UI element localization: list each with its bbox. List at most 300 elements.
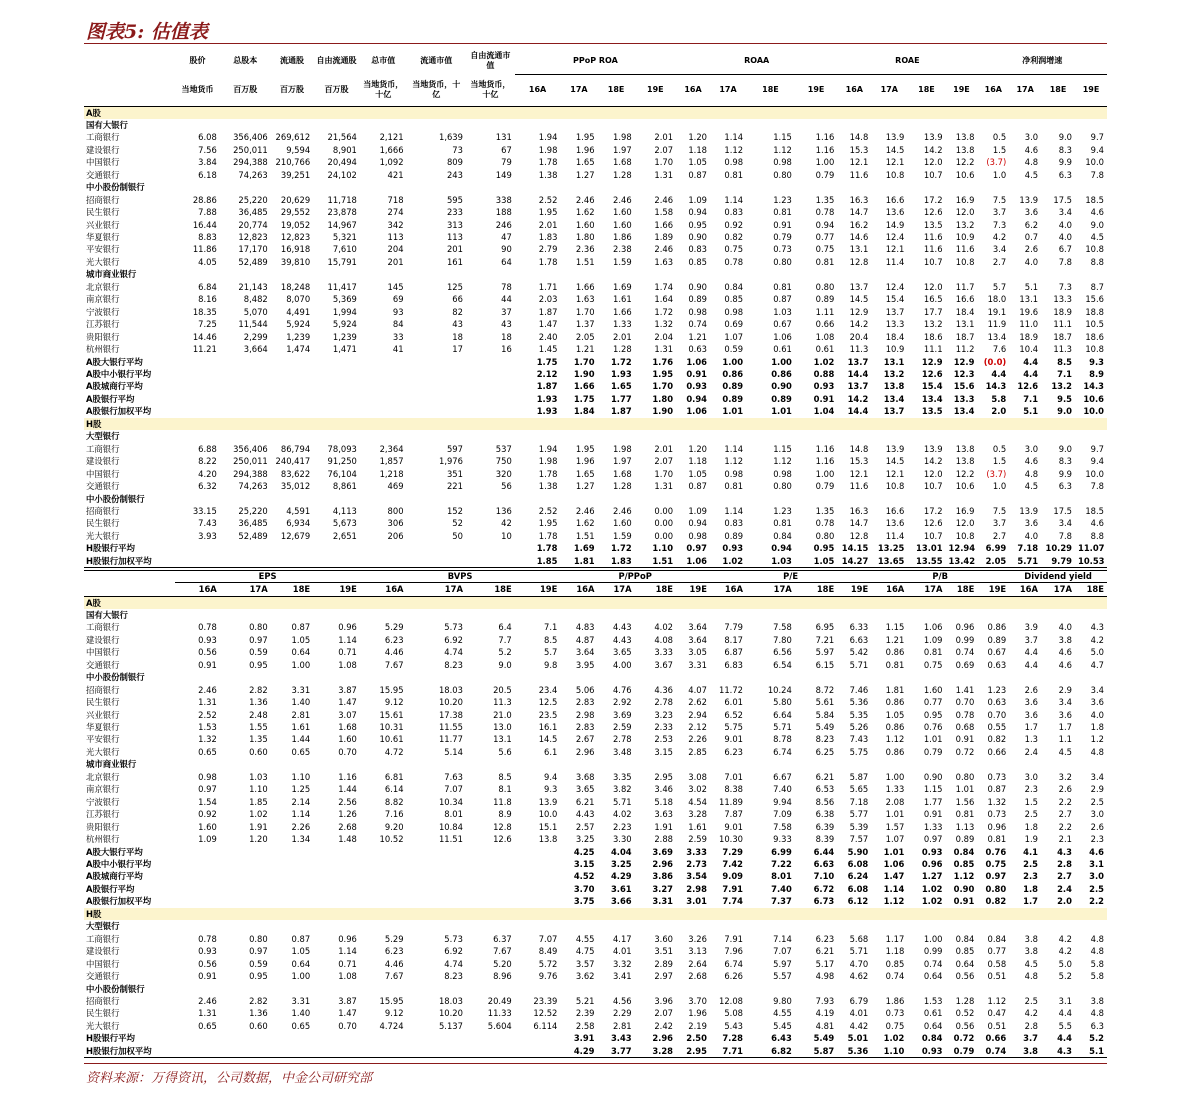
data-cell: 1.53 xyxy=(198,722,217,733)
data-cell: 1.90 xyxy=(573,369,595,380)
data-cell: 9.12 xyxy=(384,1008,404,1019)
row-label: A股中小银行平均 xyxy=(86,369,152,380)
data-cell: 1.84 xyxy=(573,406,595,417)
data-cell: 23.39 xyxy=(533,996,558,1006)
data-cell: 0.80 xyxy=(985,883,1007,894)
data-cell xyxy=(407,846,466,858)
group-label: 大型银行 xyxy=(86,921,120,932)
data-cell: 47 xyxy=(501,232,512,243)
data-cell: 13.9 xyxy=(885,132,905,143)
data-cell: 7.58 xyxy=(773,821,792,832)
data-cell: 13.55 xyxy=(907,555,945,568)
data-cell: 2.1 xyxy=(1058,834,1072,845)
data-cell: 1.28 xyxy=(955,996,975,1006)
data-cell: 10.0 xyxy=(1085,157,1104,168)
data-cell: 2.0 xyxy=(1057,896,1072,907)
data-cell xyxy=(175,870,220,882)
data-cell: 12.52 xyxy=(533,1008,558,1019)
data-cell: 7.1 xyxy=(544,622,558,633)
data-cell: 2.01 xyxy=(654,443,674,454)
data-cell: 11.07 xyxy=(1078,543,1105,554)
data-cell: 3.23 xyxy=(654,709,673,720)
data-cell: 5.36 xyxy=(837,1045,871,1058)
row-label: 宁波银行 xyxy=(86,306,120,317)
data-cell: 2.5 xyxy=(1023,859,1038,870)
data-cell: 0.84 xyxy=(724,281,744,292)
data-cell: 1.01 xyxy=(722,406,744,417)
data-cell: 1.9 xyxy=(1024,834,1038,845)
column-header: 当地货币，十亿 xyxy=(466,74,515,106)
data-cell xyxy=(271,368,313,380)
data-cell: 12.1 xyxy=(885,157,905,168)
data-cell xyxy=(515,858,561,870)
data-cell: 3.86 xyxy=(652,871,673,882)
data-cell: 1.21 xyxy=(575,344,595,355)
data-cell: 15.1 xyxy=(538,821,558,832)
data-cell: 1.93 xyxy=(536,393,558,404)
data-cell: 3.82 xyxy=(612,784,632,795)
data-cell: 1.65 xyxy=(575,157,595,168)
data-cell: 2.39 xyxy=(575,1008,595,1019)
data-cell xyxy=(466,356,515,368)
data-cell: 3.65 xyxy=(575,784,595,795)
data-cell: 5.20 xyxy=(493,958,512,969)
data-cell: 8.3 xyxy=(1058,456,1073,467)
data-cell: 1.25 xyxy=(291,784,311,795)
data-cell: 1.55 xyxy=(249,722,268,733)
data-cell: 8.78 xyxy=(773,734,792,745)
source-divider xyxy=(84,1063,1107,1064)
data-cell: 7.14 xyxy=(773,933,792,944)
data-cell xyxy=(407,405,466,417)
data-cell: 5.8 xyxy=(1090,971,1104,982)
data-cell: 145 xyxy=(387,281,404,292)
data-cell xyxy=(175,380,220,392)
data-cell: 8.5 xyxy=(1057,356,1073,367)
data-cell: 25,220 xyxy=(238,194,268,205)
data-cell: 11.4 xyxy=(885,256,905,267)
table-row xyxy=(84,206,1107,218)
data-cell: 12.0 xyxy=(923,157,943,168)
data-cell: 0.82 xyxy=(987,734,1007,745)
data-cell: 0.93 xyxy=(198,946,217,957)
table-row xyxy=(84,455,1107,467)
data-cell: 20.4 xyxy=(849,331,869,342)
data-cell: 6.81 xyxy=(384,771,404,782)
data-cell xyxy=(466,555,515,568)
data-cell: 4.8 xyxy=(1024,157,1039,168)
data-cell: 9.01 xyxy=(724,734,743,745)
data-cell: 4.29 xyxy=(610,871,632,882)
data-cell: 1.06 xyxy=(923,622,943,633)
data-cell: 4.4 xyxy=(1023,356,1039,367)
data-cell: 4.6 xyxy=(1024,144,1039,155)
data-cell: 0.79 xyxy=(945,1045,977,1058)
data-cell xyxy=(271,356,313,368)
data-cell: 2.56 xyxy=(338,796,357,807)
data-cell: 1.12 xyxy=(724,456,744,467)
data-cell: 7.57 xyxy=(849,834,869,845)
data-cell: 1.95 xyxy=(538,518,558,529)
table-row xyxy=(84,131,1107,143)
table-row xyxy=(84,895,1107,907)
data-cell xyxy=(220,870,271,882)
group-eps: EPS xyxy=(175,571,360,583)
data-cell: 7.07 xyxy=(538,933,558,944)
data-cell: 3.87 xyxy=(338,684,357,695)
data-cell: 2.7 xyxy=(1058,809,1072,820)
data-cell: 1.12 xyxy=(883,896,905,907)
data-cell: 1.31 xyxy=(654,344,674,355)
data-cell: 13.1 xyxy=(883,356,905,367)
data-cell: 2.48 xyxy=(249,709,268,720)
data-cell: 5.8 xyxy=(991,393,1007,404)
valuation-table-upper xyxy=(84,48,1107,568)
data-cell: 5.35 xyxy=(849,709,869,720)
data-cell: 0.52 xyxy=(955,1008,975,1019)
data-cell xyxy=(271,405,313,417)
data-cell: 2.50 xyxy=(686,1033,707,1044)
data-cell: 20,774 xyxy=(238,219,268,230)
data-cell: 6.56 xyxy=(773,647,792,658)
data-cell: 1.83 xyxy=(538,232,558,243)
data-cell: 8.5 xyxy=(544,634,558,645)
table-row xyxy=(84,945,1107,957)
data-cell: 1.45 xyxy=(538,344,558,355)
data-cell xyxy=(220,405,271,417)
data-cell: 15.3 xyxy=(849,144,869,155)
data-cell: 3.75 xyxy=(573,896,595,907)
data-cell: 6.63 xyxy=(849,634,869,645)
data-cell: 0.90 xyxy=(923,771,943,782)
data-cell: 7.93 xyxy=(815,996,835,1006)
row-label: 兴业银行 xyxy=(86,709,120,720)
data-cell: 18.35 xyxy=(192,306,217,317)
column-header-year: 16A xyxy=(360,583,407,597)
header-market-cap: 总市值 xyxy=(371,56,396,65)
data-cell: 0.51 xyxy=(987,971,1007,982)
data-cell: 3.84 xyxy=(198,157,217,168)
data-cell: 4.25 xyxy=(573,846,595,857)
table-row xyxy=(84,144,1107,156)
group-label: 国有大银行 xyxy=(86,609,128,620)
table-row xyxy=(84,231,1107,243)
data-cell: 7.40 xyxy=(771,883,792,894)
data-cell: 17.7 xyxy=(923,306,943,317)
data-cell: 0.80 xyxy=(773,256,792,267)
data-cell: 4.75 xyxy=(575,946,595,957)
data-cell: 0.98 xyxy=(724,157,744,168)
data-cell: 16.9 xyxy=(955,194,975,205)
data-cell: 1.69 xyxy=(573,543,595,554)
data-cell: 13.5 xyxy=(921,406,943,417)
data-cell: 0.85 xyxy=(955,946,975,957)
data-cell xyxy=(175,1045,220,1058)
data-cell: 2.68 xyxy=(688,971,707,982)
data-cell: 8,861 xyxy=(332,481,357,492)
data-cell: 4.724 xyxy=(379,1020,404,1031)
data-cell: 1.98 xyxy=(613,443,632,454)
data-cell: 1.47 xyxy=(883,871,905,882)
data-cell: 0.98 xyxy=(198,771,217,782)
data-cell: 8.82 xyxy=(384,796,404,807)
data-cell: 3.7 xyxy=(1023,1033,1038,1044)
data-cell: 5.84 xyxy=(815,709,835,720)
data-cell: 9.0 xyxy=(498,659,512,670)
data-cell: 1.15 xyxy=(885,622,905,633)
data-cell: 0.69 xyxy=(724,319,744,330)
data-cell: 8.9 xyxy=(1089,369,1104,380)
data-cell: 0.83 xyxy=(724,207,744,218)
data-cell: 0.96 xyxy=(921,859,943,870)
data-cell: 1.00 xyxy=(722,356,744,367)
data-cell: 18.6 xyxy=(1085,331,1104,342)
data-cell: 1.90 xyxy=(652,406,674,417)
data-cell: 4.6 xyxy=(1090,518,1104,529)
data-cell: 7.07 xyxy=(773,946,792,957)
data-cell xyxy=(175,895,220,907)
data-cell xyxy=(271,846,313,858)
data-cell: 9.0 xyxy=(1090,219,1104,230)
data-cell: 82 xyxy=(452,306,463,317)
data-cell: 1.27 xyxy=(921,871,943,882)
data-cell: 10.20 xyxy=(438,1008,463,1019)
data-cell: 21,143 xyxy=(238,281,268,292)
data-cell: 3.41 xyxy=(612,971,632,982)
data-cell: 9.79 xyxy=(1041,555,1075,568)
data-cell: 1.18 xyxy=(688,456,707,467)
data-cell: 13.1 xyxy=(849,244,869,255)
data-cell: 10.20 xyxy=(438,697,463,708)
data-cell: 33 xyxy=(392,331,404,342)
data-cell: 0.78 xyxy=(815,518,835,529)
data-cell: 10.7 xyxy=(923,530,943,541)
group-header xyxy=(84,430,1107,442)
data-cell: 3.08 xyxy=(688,771,707,782)
data-cell: 4.54 xyxy=(688,796,707,807)
header-blank xyxy=(84,48,175,74)
data-cell: 4.55 xyxy=(575,933,595,944)
data-cell: 16.2 xyxy=(849,219,869,230)
data-cell: 5,369 xyxy=(332,294,357,305)
data-cell: 1.06 xyxy=(676,555,710,568)
data-cell: 1.02 xyxy=(921,883,943,894)
table-row xyxy=(84,783,1107,795)
data-cell: 33.15 xyxy=(192,506,217,516)
data-cell: 0.64 xyxy=(923,1020,943,1031)
data-cell: 6.3 xyxy=(1058,169,1073,180)
row-label: 杭州银行 xyxy=(86,834,120,845)
data-cell: 2.46 xyxy=(575,506,595,516)
data-cell: 6.24 xyxy=(847,871,869,882)
data-cell: 23,878 xyxy=(327,207,357,218)
data-cell: 6.88 xyxy=(198,443,217,454)
data-cell: 4.05 xyxy=(198,256,217,267)
data-cell: 0.86 xyxy=(885,647,905,658)
data-cell: 18.03 xyxy=(438,996,463,1006)
data-cell: 0.69 xyxy=(955,659,975,670)
data-cell xyxy=(360,858,407,870)
table-row xyxy=(84,306,1107,318)
data-cell: 4.74 xyxy=(444,647,463,658)
data-cell xyxy=(313,1032,360,1044)
data-cell: 15.4 xyxy=(921,381,943,392)
data-cell: 0.55 xyxy=(987,722,1007,733)
data-cell: 11.2 xyxy=(955,344,975,355)
data-cell: 6.1 xyxy=(544,746,558,757)
data-cell: 0.56 xyxy=(198,647,217,658)
data-cell: 4.70 xyxy=(849,958,869,969)
data-cell: 1.60 xyxy=(923,684,943,695)
data-cell: 1.03 xyxy=(746,555,795,568)
data-cell: 1.95 xyxy=(575,132,595,143)
data-cell: 0.98 xyxy=(724,306,744,317)
data-cell: 1.28 xyxy=(613,344,632,355)
data-cell: 10.0 xyxy=(538,809,558,820)
data-cell xyxy=(313,846,360,858)
data-cell: 0.96 xyxy=(987,821,1007,832)
data-cell: 0.70 xyxy=(338,1020,357,1031)
row-label: 光大银行 xyxy=(86,746,120,757)
data-cell: 0.63 xyxy=(688,344,707,355)
data-cell: 5.29 xyxy=(384,622,404,633)
data-cell: 0.70 xyxy=(987,709,1007,720)
data-cell: 52,489 xyxy=(238,256,268,267)
data-cell: 4.4 xyxy=(1058,1008,1072,1019)
data-cell: 3.4 xyxy=(1090,684,1104,695)
data-cell: 0.85 xyxy=(688,256,707,267)
row-label: 南京银行 xyxy=(86,784,120,795)
data-cell: 10.53 xyxy=(1075,555,1107,568)
data-cell: 7.10 xyxy=(813,871,835,882)
data-cell: 4.5 xyxy=(1024,481,1039,492)
column-header-year: 18E xyxy=(271,583,313,597)
data-cell: 11.6 xyxy=(955,244,975,255)
data-cell: 0.80 xyxy=(815,530,835,541)
data-cell: 1.78 xyxy=(538,256,558,267)
data-cell: 1.15 xyxy=(773,132,792,143)
data-cell: 4.98 xyxy=(815,971,835,982)
data-cell: 0.81 xyxy=(885,659,905,670)
column-header-year: 18E xyxy=(1075,583,1107,597)
data-cell: 7.56 xyxy=(198,144,217,155)
data-cell xyxy=(407,1045,466,1058)
data-cell: 1.05 xyxy=(291,946,311,957)
data-cell: 1.78 xyxy=(538,157,558,168)
column-header: 18E xyxy=(907,74,945,106)
data-cell: 1.97 xyxy=(613,456,632,467)
data-cell: 13.8 xyxy=(883,381,905,392)
table-row xyxy=(84,746,1107,758)
data-cell: 0.59 xyxy=(249,647,268,658)
data-cell: 0.75 xyxy=(815,244,835,255)
data-cell xyxy=(360,895,407,907)
data-cell: 4.43 xyxy=(612,622,632,633)
data-cell: 0.79 xyxy=(923,746,943,757)
data-cell: 2.52 xyxy=(538,506,558,516)
data-cell: 3.69 xyxy=(612,709,632,720)
data-cell: 0.65 xyxy=(291,1020,311,1031)
data-cell: 7.91 xyxy=(724,933,743,944)
data-cell: 18.7 xyxy=(1053,331,1073,342)
table-row xyxy=(84,870,1107,882)
data-cell: 8.22 xyxy=(198,456,217,467)
data-cell: 7.43 xyxy=(198,518,217,529)
data-cell: 1.14 xyxy=(724,443,744,454)
data-cell: 1.38 xyxy=(538,481,558,492)
group-roae: ROAE xyxy=(837,48,977,74)
data-cell: 0.73 xyxy=(885,1008,905,1019)
data-cell: 13.9 xyxy=(923,443,943,454)
data-cell: 246 xyxy=(495,219,512,230)
data-cell: 5.21 xyxy=(575,996,595,1006)
data-cell: 5.43 xyxy=(724,1020,743,1031)
data-cell: 356,406 xyxy=(233,443,268,454)
column-header-year: 16A xyxy=(1009,583,1041,597)
data-cell: 221 xyxy=(446,481,463,492)
row-label: A股大银行平均 xyxy=(86,846,143,857)
data-cell: 7.5 xyxy=(992,506,1007,516)
data-cell: 6.23 xyxy=(724,746,743,757)
data-cell: 6.92 xyxy=(444,946,463,957)
data-cell: 4.6 xyxy=(1089,846,1104,857)
data-cell: 2.79 xyxy=(538,244,558,255)
data-cell: 6.92 xyxy=(444,634,463,645)
data-cell: 7.40 xyxy=(773,784,792,795)
data-cell: 4.2 xyxy=(1058,946,1072,957)
data-cell: 0.98 xyxy=(724,468,744,479)
data-cell: 9.33 xyxy=(773,834,792,845)
data-cell xyxy=(466,380,515,392)
data-cell: 1.16 xyxy=(815,144,835,155)
row-label: 工商银行 xyxy=(86,132,120,143)
data-cell xyxy=(271,380,313,392)
data-cell: 10.0 xyxy=(1085,468,1104,479)
table-row xyxy=(84,833,1107,845)
data-cell: 1.08 xyxy=(338,659,357,670)
data-cell: 3.4 xyxy=(992,244,1007,255)
data-cell: 113 xyxy=(387,232,404,243)
data-cell: 1.8 xyxy=(1024,821,1038,832)
data-cell: 11,417 xyxy=(327,281,357,292)
data-cell: 14.15 xyxy=(841,543,869,554)
data-cell: 2.01 xyxy=(613,331,632,342)
data-cell: 7.37 xyxy=(771,896,792,907)
data-cell: 8.01 xyxy=(444,809,463,820)
data-cell: 0.00 xyxy=(654,530,674,541)
row-label: A股银行平均 xyxy=(86,393,135,404)
data-cell: 3.61 xyxy=(610,883,632,894)
data-cell: 2.3 xyxy=(1090,834,1104,845)
data-cell: 2.12 xyxy=(688,722,707,733)
table-row xyxy=(84,356,1107,368)
data-cell: 56 xyxy=(501,481,512,492)
data-cell: (3.7) xyxy=(986,157,1007,168)
header-total-shares: 总股本 xyxy=(233,56,258,65)
data-cell: 1.23 xyxy=(773,506,792,516)
data-cell: 5.5 xyxy=(1058,1020,1072,1031)
data-cell: 1.59 xyxy=(613,530,632,541)
data-cell: 10.8 xyxy=(955,256,975,267)
data-cell: 2.64 xyxy=(688,958,707,969)
data-cell: 4.01 xyxy=(612,946,632,957)
data-cell: 0.58 xyxy=(987,958,1007,969)
data-cell: 1.37 xyxy=(575,319,595,330)
data-cell: 6.38 xyxy=(815,809,835,820)
data-cell xyxy=(220,846,271,858)
column-header: 16A xyxy=(977,74,1009,106)
data-cell: 20.5 xyxy=(493,684,512,695)
